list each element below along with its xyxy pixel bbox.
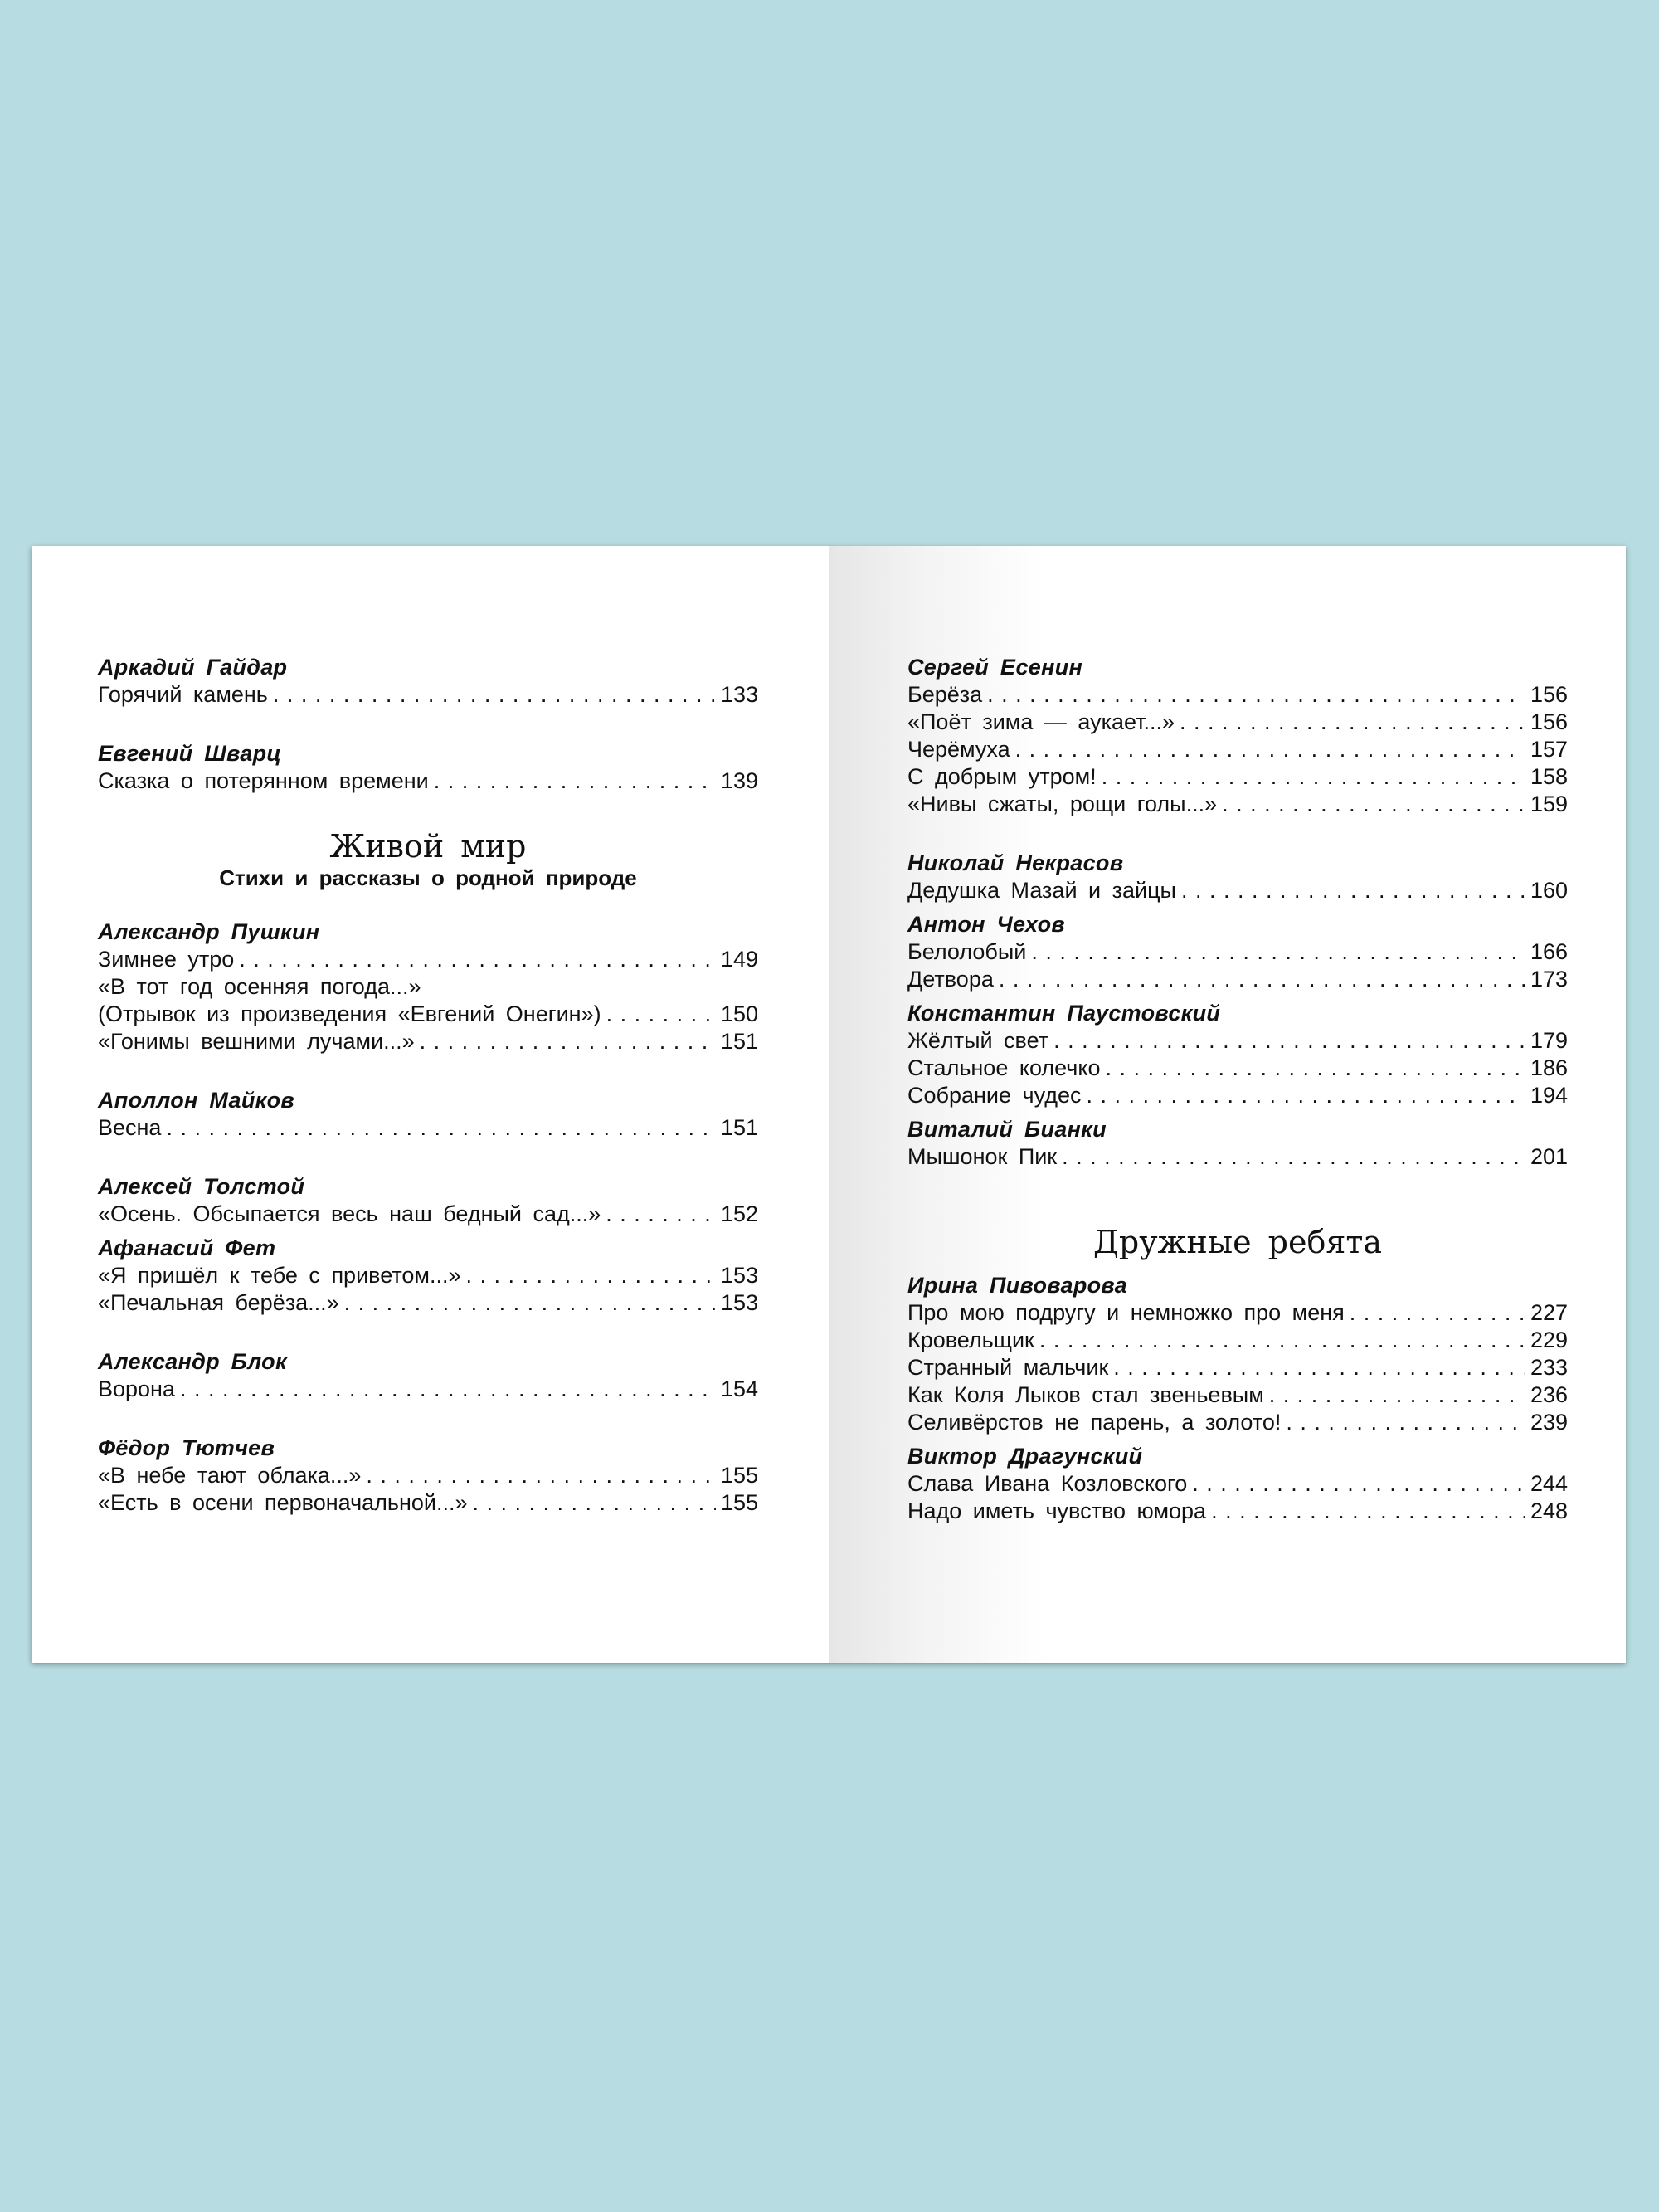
toc-entry[interactable] — [907, 1055, 1568, 1082]
entry-title: С добрым утром! — [907, 764, 1097, 789]
dot-leader — [606, 1201, 716, 1228]
author-name: Аркадий Гайдар — [98, 655, 288, 680]
entry-title: «В небе тают облака...» — [98, 1463, 362, 1488]
dot-leader — [473, 1489, 716, 1517]
dot-leader — [1039, 1327, 1525, 1354]
dot-leader — [1286, 1409, 1525, 1436]
toc-entry[interactable] — [907, 1327, 1568, 1354]
dot-leader — [239, 946, 716, 973]
entry-title: Черёмуха — [907, 737, 1010, 762]
toc-entry[interactable] — [98, 946, 758, 973]
toc-author-group — [98, 1435, 758, 1517]
toc-entry[interactable] — [907, 791, 1568, 818]
dot-leader — [1350, 1299, 1525, 1327]
entry-page-number: 194 — [1530, 1083, 1568, 1108]
section-title: Живой мир — [329, 828, 527, 865]
toc-entry[interactable] — [98, 767, 758, 795]
entry-page-number: 166 — [1530, 939, 1568, 964]
dot-leader — [1222, 791, 1525, 818]
entry-page-number: 160 — [1530, 878, 1568, 903]
author-name: Александр Пушкин — [98, 919, 320, 944]
author-name: Ирина Пивоварова — [907, 1273, 1127, 1298]
entry-title: Детвора — [907, 967, 994, 992]
entry-title: Про мою подругу и немножко про меня — [907, 1300, 1345, 1325]
toc-author-group — [98, 1087, 758, 1142]
entry-title: Ворона — [98, 1376, 175, 1401]
toc-entry[interactable] — [907, 966, 1568, 993]
dot-leader — [1105, 1055, 1525, 1082]
author-name: Николай Некрасов — [907, 850, 1124, 875]
dot-leader — [1180, 709, 1525, 736]
dot-leader — [606, 1001, 716, 1028]
author-name: Алексей Толстой — [98, 1174, 305, 1199]
entry-title: Дедушка Мазай и зайцы — [907, 878, 1176, 903]
author-name: Константин Паустовский — [907, 1001, 1221, 1026]
toc-author-group — [907, 1000, 1568, 1109]
dot-leader — [1102, 763, 1525, 791]
entry-page-number: 233 — [1530, 1355, 1568, 1380]
entry-page-number: 239 — [1530, 1410, 1568, 1435]
toc-entry[interactable] — [907, 1143, 1568, 1171]
toc-author-group — [98, 740, 758, 795]
dot-leader — [999, 966, 1525, 993]
dot-leader — [987, 681, 1525, 709]
author-name: Александр Блок — [98, 1349, 287, 1374]
toc-author-group — [907, 911, 1568, 993]
entry-title: Сказка о потерянном времени — [98, 768, 429, 793]
entry-page-number: 139 — [720, 768, 758, 793]
toc-entry[interactable] — [907, 1027, 1568, 1055]
entry-title: «Гонимы вешними лучами...» — [98, 1029, 415, 1054]
entry-page-number: 244 — [1530, 1471, 1568, 1496]
entry-title: «Печальная берёза...» — [98, 1290, 339, 1315]
entry-title: «Нивы сжаты, рощи голы...» — [907, 792, 1218, 816]
entry-title: «Осень. Обсыпается весь наш бедный сад...» — [98, 1201, 601, 1226]
toc-entry[interactable] — [907, 763, 1568, 791]
entry-title: Стальное колечко — [907, 1055, 1101, 1080]
author-name: Сергей Есенин — [907, 655, 1083, 680]
right-page — [830, 546, 1626, 1663]
author-name: Виталий Бианки — [907, 1117, 1107, 1142]
toc-author-group — [98, 654, 758, 709]
author-name: Аполлон Майков — [98, 1088, 295, 1113]
toc-author-group — [907, 654, 1568, 818]
toc-entry[interactable] — [907, 1299, 1568, 1327]
toc-entry[interactable] — [98, 1489, 758, 1517]
toc-entry[interactable] — [98, 1462, 758, 1489]
entry-title: (Отрывок из произведения «Евгений Онегин») — [98, 1001, 601, 1026]
entry-title: Собрание чудес — [907, 1083, 1082, 1108]
dot-leader — [1181, 877, 1525, 904]
entry-title: Надо иметь чувство юмора — [907, 1498, 1207, 1523]
dot-leader — [166, 1114, 715, 1142]
entry-page-number: 201 — [1530, 1144, 1568, 1169]
entry-title: Берёза — [907, 682, 983, 707]
entry-title: Мышонок Пик — [907, 1144, 1058, 1169]
dot-leader — [1192, 1470, 1525, 1498]
entry-title: Белолобый — [907, 939, 1027, 964]
toc-entry[interactable] — [98, 1376, 758, 1403]
dot-leader — [344, 1289, 716, 1317]
dot-leader — [1031, 938, 1525, 966]
dot-leader — [1269, 1381, 1525, 1409]
toc-author-group — [907, 1443, 1568, 1525]
dot-leader — [434, 767, 716, 795]
entry-page-number: 173 — [1530, 967, 1568, 992]
dot-leader — [273, 681, 716, 709]
entry-page-number: 153 — [720, 1263, 758, 1288]
entry-page-number: 154 — [720, 1376, 758, 1401]
toc-entry[interactable] — [98, 1028, 758, 1055]
entry-page-number: 155 — [720, 1490, 758, 1515]
entry-page-number: 155 — [720, 1463, 758, 1488]
toc-entry[interactable] — [907, 681, 1568, 709]
entry-page-number: 156 — [1530, 682, 1568, 707]
toc-entry[interactable] — [907, 877, 1568, 904]
dot-leader — [180, 1376, 716, 1403]
toc-entry[interactable] — [907, 1498, 1568, 1525]
toc-entry[interactable] — [907, 1381, 1568, 1409]
author-name: Афанасий Фет — [98, 1235, 276, 1260]
toc-entry[interactable] — [907, 938, 1568, 966]
entry-page-number: 159 — [1530, 792, 1568, 816]
entry-page-number: 149 — [720, 947, 758, 972]
entry-page-number: 158 — [1530, 764, 1568, 789]
author-name: Евгений Шварц — [98, 741, 282, 766]
entry-title-line[interactable]: «В тот год осенняя погода...» — [98, 974, 421, 999]
toc-entry[interactable] — [907, 736, 1568, 763]
author-name: Виктор Драгунский — [907, 1444, 1143, 1469]
entry-title: Как Коля Лыков стал звеньевым — [907, 1382, 1264, 1407]
dot-leader — [420, 1028, 716, 1055]
entry-page-number: 229 — [1530, 1328, 1568, 1352]
toc-author-group — [98, 918, 758, 1055]
book-spread — [32, 546, 1626, 1663]
entry-title: Странный мальчик — [907, 1355, 1109, 1380]
section-subtitle: Стихи и рассказы о родной природе — [219, 865, 637, 890]
entry-page-number: 227 — [1530, 1300, 1568, 1325]
dot-leader — [1113, 1354, 1525, 1381]
toc-entry[interactable] — [98, 681, 758, 709]
entry-title: Селивёрстов не парень, а золото! — [907, 1410, 1282, 1435]
entry-title: «Есть в осени первоначальной...» — [98, 1490, 468, 1515]
toc-entry[interactable] — [98, 1001, 758, 1028]
dot-leader — [465, 1262, 715, 1289]
entry-page-number: 151 — [720, 1115, 758, 1140]
dot-leader — [1015, 736, 1525, 763]
toc-author-group — [907, 1116, 1568, 1171]
toc-author-group — [907, 850, 1568, 904]
right-toc-column — [907, 654, 1568, 1525]
entry-page-number: 153 — [720, 1290, 758, 1315]
entry-page-number: 152 — [720, 1201, 758, 1226]
dot-leader — [1086, 1082, 1525, 1109]
author-name: Антон Чехов — [907, 912, 1065, 937]
toc-entry[interactable] — [98, 1262, 758, 1289]
toc-entry[interactable] — [907, 1082, 1568, 1109]
entry-title: «Я пришёл к тебе с приветом...» — [98, 1263, 461, 1288]
dot-leader — [1211, 1498, 1525, 1525]
entry-title: Зимнее утро — [98, 947, 235, 972]
entry-page-number: 150 — [720, 1001, 758, 1026]
entry-page-number: 248 — [1530, 1498, 1568, 1523]
toc-entry[interactable] — [98, 1114, 758, 1142]
entry-title: Жёлтый свет — [907, 1028, 1049, 1053]
entry-title: Кровельщик — [907, 1328, 1034, 1352]
section-title: Дружные ребята — [1092, 1224, 1382, 1260]
dot-leader — [366, 1462, 716, 1489]
author-name: Фёдор Тютчев — [98, 1435, 275, 1460]
entry-page-number: 156 — [1530, 709, 1568, 734]
toc-entry[interactable] — [98, 1289, 758, 1317]
toc-entry[interactable] — [907, 1470, 1568, 1498]
toc-entry[interactable] — [907, 1409, 1568, 1436]
entry-page-number: 133 — [720, 682, 758, 707]
dot-leader — [1062, 1143, 1525, 1171]
entry-title: «Поёт зима — аукает...» — [907, 709, 1175, 734]
entry-page-number: 157 — [1530, 737, 1568, 762]
entry-page-number: 179 — [1530, 1028, 1568, 1053]
entry-title: Слава Ивана Козловского — [907, 1471, 1188, 1496]
toc-entry[interactable] — [907, 1354, 1568, 1381]
toc-author-group — [907, 1272, 1568, 1436]
toc-author-group — [98, 1235, 758, 1317]
entry-page-number: 236 — [1530, 1382, 1568, 1407]
entry-page-number: 151 — [720, 1029, 758, 1054]
toc-author-group — [98, 1348, 758, 1403]
entry-title: Горячий камень — [98, 682, 268, 707]
entry-title: Весна — [98, 1115, 162, 1140]
toc-entry[interactable] — [98, 1201, 758, 1228]
toc-entry[interactable] — [907, 709, 1568, 736]
toc-author-group — [98, 1173, 758, 1228]
left-page — [32, 546, 830, 1663]
dot-leader — [1053, 1027, 1525, 1055]
entry-page-number: 186 — [1530, 1055, 1568, 1080]
left-toc-column — [98, 654, 758, 1517]
